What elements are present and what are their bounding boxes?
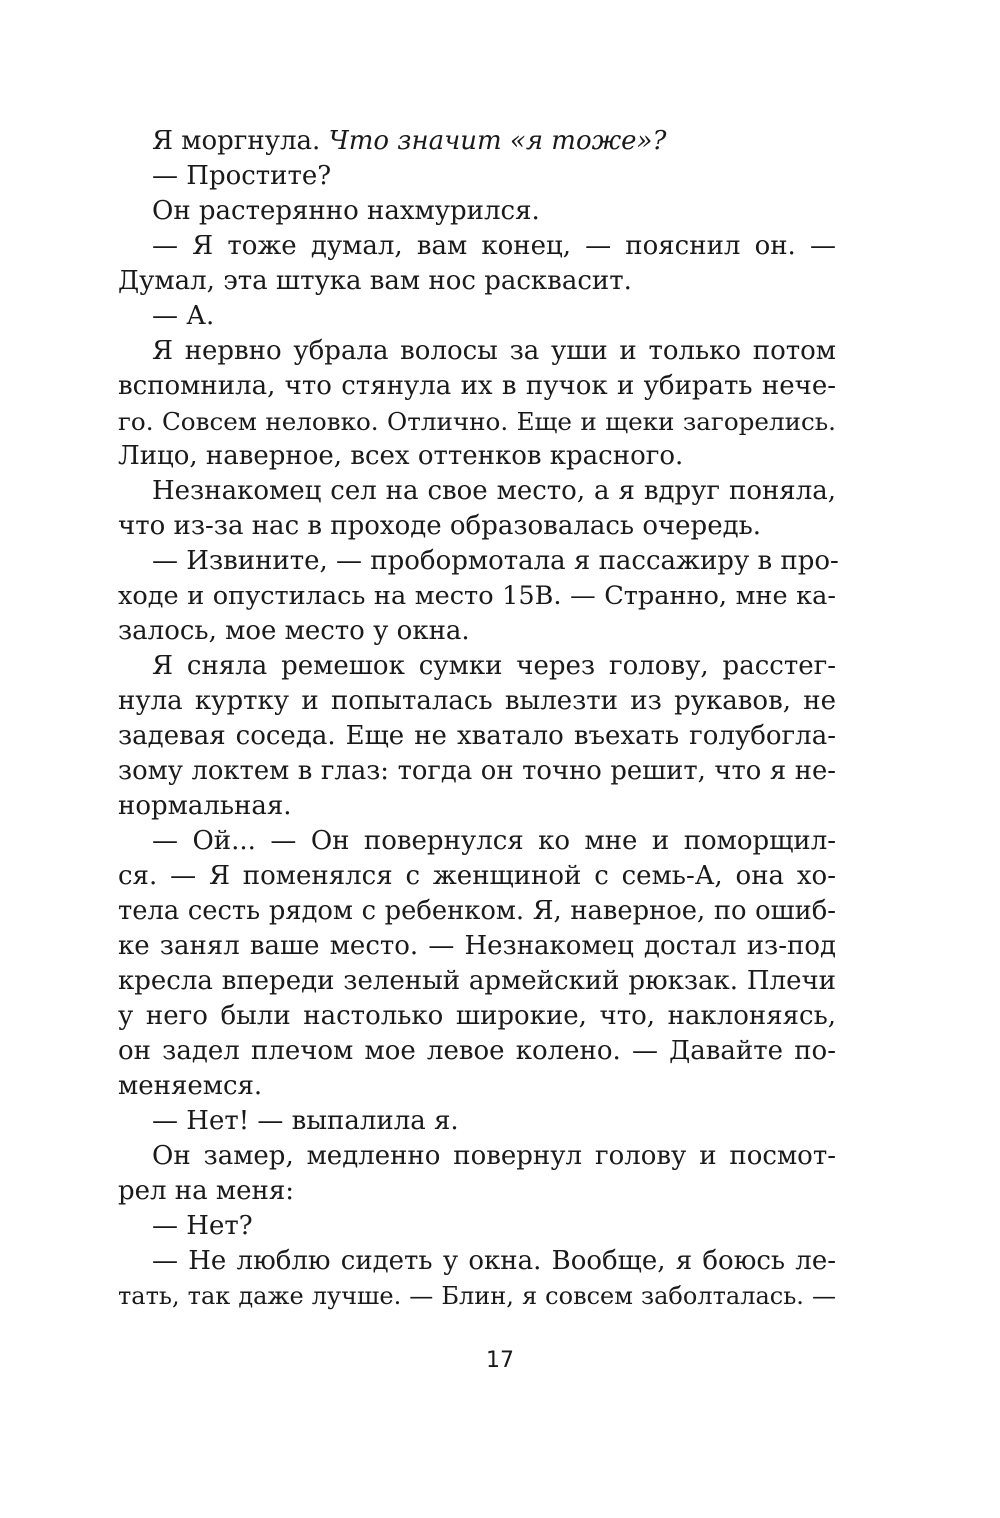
text-line	[118, 754, 836, 789]
text-segment: — Нет?	[152, 1211, 253, 1241]
text-segment: он задел плечом мое левое колено. — Давайте по-	[118, 1036, 836, 1066]
text-segment: у него были настолько широкие, что, наклоняясь,	[118, 1001, 836, 1031]
text-line	[118, 824, 836, 859]
text-line	[118, 404, 836, 439]
text-segment: ся. — Я поменялся с женщиной с семь-А, она хо-	[118, 861, 836, 891]
text-segment: — А.	[152, 301, 215, 331]
text-line	[118, 789, 836, 824]
text-segment: зому локтем в глаз: тогда он точно решит, что я не-	[118, 756, 836, 786]
text-segment: Лицо, наверное, всех оттенков красного.	[118, 441, 684, 471]
text-segment: залось, мое место у окна.	[118, 616, 470, 646]
text-line	[118, 1174, 836, 1209]
text-line	[118, 299, 836, 334]
text-segment: — Я тоже думал, вам конец, — пояснил он. —	[152, 231, 836, 261]
text-line	[118, 334, 836, 369]
text-segment: — Ой... — Он повернулся ко мне и поморщил-	[152, 826, 836, 856]
text-segment: Я нервно убрала волосы за уши и только потом	[152, 336, 836, 366]
text-segment: — Простите?	[152, 161, 332, 191]
text-segment: Незнакомец сел на свое место, а я вдруг поняла,	[152, 476, 836, 506]
text-line	[118, 684, 836, 719]
text-segment: — Извините, — пробормотала я пассажиру в про-	[152, 546, 839, 576]
page-number: 17	[486, 1348, 514, 1373]
text-line	[118, 369, 836, 404]
text-line	[118, 1244, 836, 1279]
text-line	[118, 1069, 836, 1104]
text-line	[118, 439, 836, 474]
text-line	[118, 1034, 836, 1069]
text-line	[118, 1139, 836, 1174]
text-segment: го. Совсем неловко. Отлично. Еще и щеки загорелись.	[118, 407, 836, 436]
text-line	[118, 649, 836, 684]
text-segment: кресла впереди зеленый армейский рюкзак. Плечи	[118, 966, 836, 996]
text-line	[118, 719, 836, 754]
text-line	[118, 964, 836, 999]
text-line	[118, 159, 836, 194]
text-segment: нула куртку и попыталась вылезти из рукавов, не	[118, 686, 836, 716]
text-segment: что из-за нас в проходе образовалась очередь.	[118, 511, 762, 541]
text-segment: нормальная.	[118, 791, 292, 821]
text-line	[118, 509, 836, 544]
text-line	[118, 124, 836, 159]
text-segment: Я сняла ремешок сумки через голову, расстег-	[152, 651, 836, 681]
text-segment: вспомнила, что стянула их в пучок и убирать нече-	[118, 371, 836, 401]
italic-text: Что значит «я тоже»?	[328, 126, 667, 156]
text-segment: рел на меня:	[118, 1176, 295, 1206]
text-line	[118, 194, 836, 229]
text-line	[118, 999, 836, 1034]
text-segment: ходе и опустилась на место 15B. — Странно, мне ка-	[118, 581, 836, 611]
text-line	[118, 544, 839, 579]
text-line	[118, 859, 836, 894]
text-line	[118, 929, 836, 964]
text-line	[118, 1104, 836, 1139]
text-line	[118, 474, 836, 509]
text-segment: — Не люблю сидеть у окна. Вообще, я боюсь ле-	[152, 1246, 836, 1276]
text-line	[118, 614, 836, 649]
text-segment: — Нет! — выпалила я.	[152, 1106, 459, 1136]
text-line	[118, 1209, 836, 1244]
book-page-text	[118, 124, 839, 1314]
text-segment: меняемся.	[118, 1071, 263, 1101]
text-segment: Я моргнула.	[152, 126, 329, 156]
text-segment: тать, так даже лучше. — Блин, я совсем заболталась. —	[118, 1282, 836, 1310]
text-line	[118, 579, 836, 614]
text-line	[118, 229, 836, 264]
text-line	[118, 894, 836, 929]
text-segment: задевая соседа. Еще не хватало въехать голубогла-	[118, 721, 836, 751]
text-segment: ке занял ваше место. — Незнакомец достал из-под	[118, 931, 836, 961]
text-line	[118, 264, 836, 299]
text-segment: Он растерянно нахмурился.	[152, 196, 540, 226]
text-segment: тела сесть рядом с ребенком. Я, наверное, по ошиб-	[118, 896, 836, 926]
text-segment: Думал, эта штука вам нос расквасит.	[118, 266, 632, 296]
text-segment: Он замер, медленно повернул голову и посмот-	[152, 1141, 836, 1171]
text-line	[118, 1279, 836, 1314]
